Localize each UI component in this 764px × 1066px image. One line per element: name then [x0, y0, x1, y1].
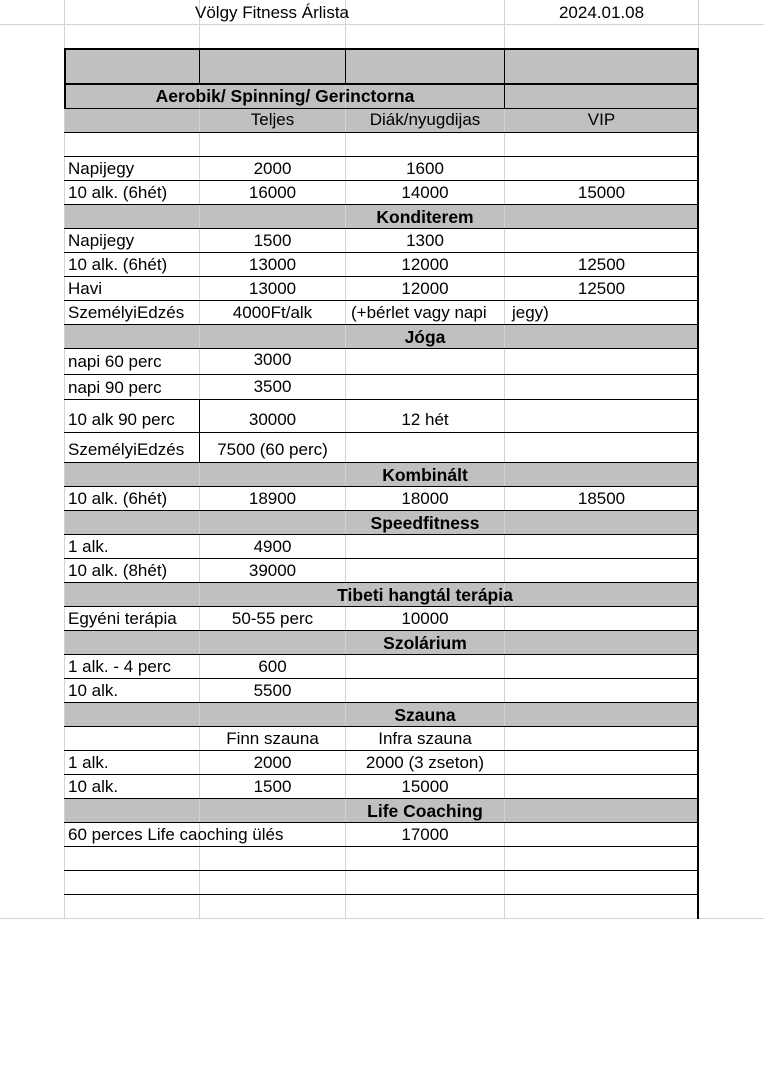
section-title-life: Life Coaching: [367, 801, 483, 821]
row-label: Napijegy: [68, 159, 135, 178]
border: [64, 894, 699, 895]
border: [64, 48, 699, 50]
section-title-aerobik: Aerobik/ Spinning/ Gerinctorna: [155, 86, 415, 106]
row-label: SzemélyiEdzés: [68, 303, 185, 322]
row-label: 10 alk.: [68, 681, 119, 700]
column-header-teljes: Teljes: [250, 110, 295, 129]
section-title-speedfitness: Speedfitness: [370, 513, 480, 533]
price-teljes: 16000: [248, 183, 297, 202]
price-infra: 15000: [401, 777, 449, 796]
row-label: 60 perces Life caoching ülés: [68, 825, 284, 844]
price-teljes: 39000: [248, 561, 297, 580]
border: [64, 870, 699, 871]
border: [504, 48, 505, 109]
row-label: napi 60 perc: [68, 352, 162, 371]
row-label: 1 alk. - 4 perc: [68, 657, 171, 676]
price-teljes: 4900: [253, 537, 292, 556]
price-teljes: 2000: [253, 159, 292, 178]
price-diak: 17000: [401, 825, 449, 844]
column-header-vip: VIP: [587, 110, 616, 129]
note-text: jegy): [512, 303, 549, 322]
header-band: [65, 49, 698, 83]
row-label: Havi: [68, 279, 103, 298]
price-teljes: 3000: [253, 350, 292, 369]
price-teljes: 5500: [253, 681, 292, 700]
price-teljes: 4000Ft/alk: [232, 303, 313, 322]
price-diak: 18000: [401, 489, 449, 508]
price-teljes: 18900: [248, 489, 297, 508]
border: [345, 48, 346, 84]
row-label: Egyéni terápia: [68, 609, 177, 628]
section-title-kombinalt: Kombinált: [382, 465, 468, 485]
price-vip: 12500: [577, 255, 626, 274]
section-title-konditerem: Konditerem: [376, 207, 474, 227]
row-label: 10 alk. (6hét): [68, 489, 168, 508]
sheet-date: 2024.01.08: [558, 3, 645, 22]
sheet-title: Völgy Fitness Árlista: [195, 3, 349, 22]
price-diak: 14000: [401, 183, 449, 202]
row-label: SzemélyiEdzés: [68, 440, 185, 459]
price-diak: 12000: [401, 255, 449, 274]
price-diak: 12 hét: [401, 410, 449, 429]
border: [64, 132, 699, 133]
section-title-tibeti: Tibeti hangtál terápia: [337, 585, 513, 605]
price-teljes: 13000: [248, 255, 297, 274]
price-finn: 1500: [253, 777, 292, 796]
gridline: [64, 0, 65, 919]
price-finn: 2000: [253, 753, 292, 772]
note-text: (+bérlet vagy napi: [351, 303, 487, 322]
gridline: [0, 918, 764, 919]
price-vip: 18500: [577, 489, 626, 508]
row-label: 10 alk. (6hét): [68, 255, 168, 274]
price-vip: 15000: [577, 183, 626, 202]
price-teljes: 7500 (60 perc): [217, 440, 328, 459]
row-label: 1 alk.: [68, 753, 109, 772]
row-label: Napijegy: [68, 231, 135, 250]
price-teljes: 1500: [253, 231, 292, 250]
row-label: 1 alk.: [68, 537, 109, 556]
price-diak: 10000: [401, 609, 449, 628]
column-header-infra: Infra szauna: [378, 729, 472, 748]
border: [64, 374, 699, 375]
row-label: napi 90 perc: [68, 378, 162, 397]
section-title-szolarium: Szolárium: [383, 633, 467, 653]
price-teljes: 30000: [248, 410, 297, 429]
price-infra: 2000 (3 zseton): [365, 753, 485, 772]
price-diak: 1600: [406, 159, 444, 178]
gridline: [504, 0, 505, 919]
border: [697, 48, 699, 919]
price-diak: 1300: [406, 231, 444, 250]
row-label: 10 alk 90 perc: [68, 410, 175, 429]
price-teljes: 13000: [248, 279, 297, 298]
price-teljes: 3500: [253, 377, 292, 396]
price-teljes: 600: [258, 657, 287, 676]
section-title-joga: Jóga: [404, 327, 446, 347]
row-label: 10 alk. (6hét): [68, 183, 168, 202]
row-label: 10 alk. (8hét): [68, 561, 168, 580]
column-header-finn: Finn szauna: [226, 729, 319, 748]
border: [199, 48, 200, 84]
price-vip: 12500: [577, 279, 626, 298]
section-title-szauna: Szauna: [394, 705, 456, 725]
row-label: 10 alk.: [68, 777, 119, 796]
price-diak: 12000: [401, 279, 449, 298]
column-header-diak: Diák/nyugdijas: [369, 110, 481, 129]
price-teljes: 50-55 perc: [231, 609, 314, 628]
border: [64, 432, 699, 433]
